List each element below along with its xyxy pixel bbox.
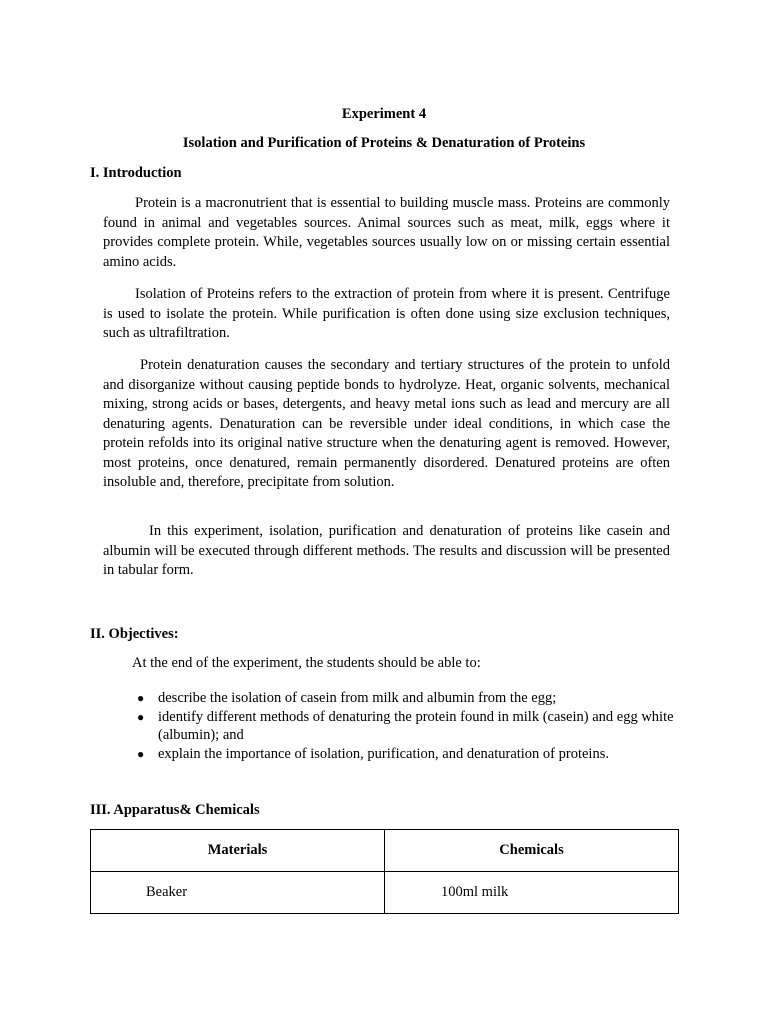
- bullet-icon: ●: [137, 709, 145, 724]
- objectives-heading: II. Objectives:: [90, 626, 179, 642]
- bullet-icon: ●: [137, 746, 145, 761]
- experiment-title: Isolation and Purification of Proteins & Denaturation of Proteins: [182, 135, 586, 151]
- intro-paragraph-2: Isolation of Proteins refers to the extraction of protein from where it is present. Centrifuge is used to isolate the protein. While purification is often done using size exclusion techniques, such as ultrafiltration.: [103, 286, 670, 341]
- objective-item: ● describe the isolation of casein from milk and albumin from the egg;: [137, 690, 557, 706]
- experiment-label: Experiment 4: [341, 106, 427, 122]
- intro-paragraph-3: Protein denaturation causes the secondary and tertiary structures of the protein to unfold and disorganize without causing peptide bonds to hydrolyze. Heat, organic solvents, mechanical mixing, strong acids or bases, detergents, and heavy metal ions such as lead and mercury are all denaturing agents. Denaturation can be reversible under ideal conditions, in which case the protein refolds into its original native structure when the denaturing agent is removed. However, most proteins, once denatured, remain permanently disordered. Denatured proteins are often insoluble and, therefore, precipitate from solution.: [103, 357, 670, 490]
- column-header-chemicals: Chemicals: [385, 830, 679, 872]
- apparatus-table: [90, 829, 679, 914]
- objective-item: ● identify different methods of denaturing the protein found in milk (casein) and egg white (albumin); and: [137, 708, 674, 743]
- objectives-list: [137, 689, 678, 763]
- table-header-row: [91, 830, 679, 872]
- intro-paragraph-1: Protein is a macronutrient that is essential to building muscle mass. Proteins are commonly found in animal and vegetables sources. Animal sources such as meat, milk, eggs where it provides complete protein. While, vegetables sources usually low on or missing certain essential amino acids.: [103, 195, 670, 270]
- apparatus-heading: III. Apparatus& Chemicals: [90, 802, 260, 818]
- bullet-icon: ●: [137, 691, 145, 705]
- column-header-materials: Materials: [91, 830, 385, 872]
- table-cell-chemical: 100ml milk: [385, 872, 679, 914]
- introduction-heading: I. Introduction: [90, 165, 182, 181]
- table-row: [91, 872, 679, 914]
- objectives-lead: At the end of the experiment, the students should be able to:: [132, 655, 481, 671]
- objective-item: ● explain the importance of isolation, purification, and denaturation of proteins.: [137, 745, 609, 762]
- table-cell-material: Beaker: [91, 872, 385, 914]
- intro-paragraph-4: In this experiment, isolation, purification and denaturation of proteins like casein and albumin will be executed through different methods. The results and discussion will be presented in tabular form.: [103, 523, 670, 578]
